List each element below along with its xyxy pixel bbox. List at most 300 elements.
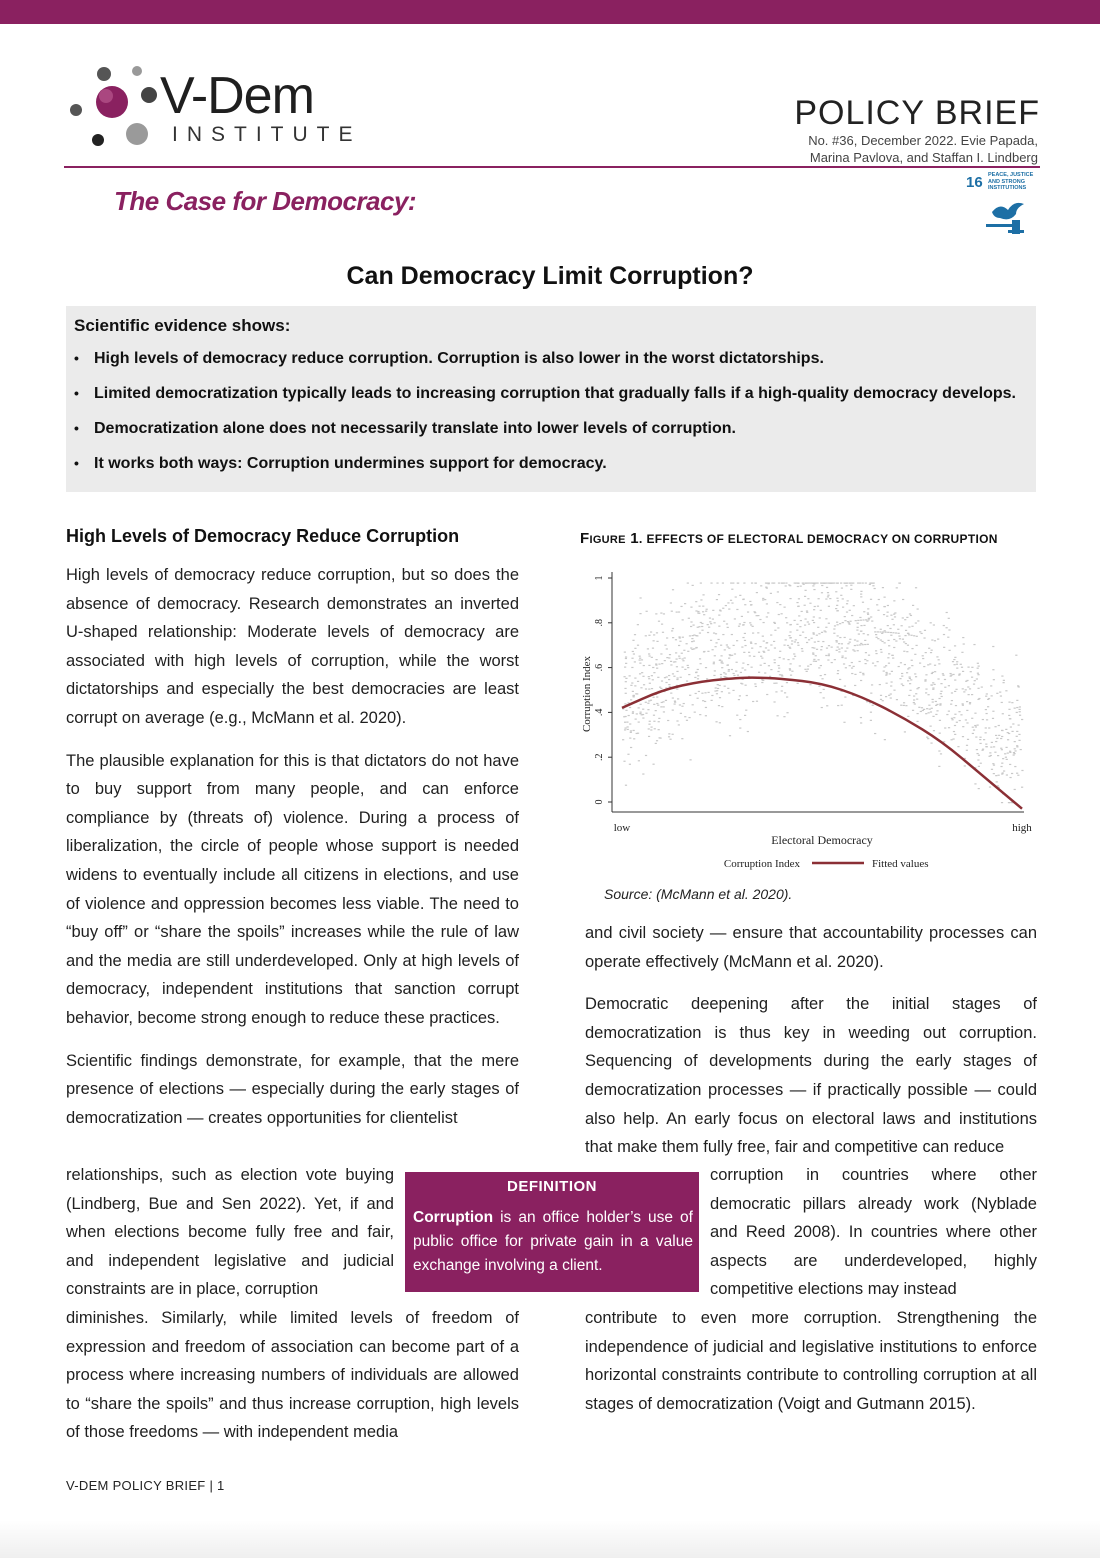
- scatter-point: [834, 625, 836, 626]
- scatter-point: [699, 658, 701, 659]
- scatter-point: [656, 668, 658, 669]
- scatter-point: [674, 703, 676, 704]
- y-tick-label: 0: [594, 799, 605, 805]
- scatter-point: [951, 700, 953, 701]
- scatter-point: [874, 631, 876, 632]
- scatter-point: [824, 674, 826, 675]
- scatter-point: [982, 749, 984, 750]
- scatter-point: [937, 678, 939, 679]
- scatter-point: [717, 688, 719, 689]
- scatter-point: [630, 730, 632, 731]
- scatter-point: [819, 617, 821, 618]
- scatter-point: [762, 599, 764, 600]
- scatter-point: [730, 582, 732, 583]
- scatter-point: [823, 689, 825, 690]
- scatter-point: [971, 694, 973, 695]
- scatter-point: [944, 687, 946, 688]
- scatter-point: [814, 582, 816, 583]
- scatter-point: [624, 688, 626, 689]
- scatter-point: [1016, 707, 1018, 708]
- scatter-point: [724, 686, 726, 687]
- definition-box: [405, 1172, 699, 1292]
- scatter-point: [950, 739, 952, 740]
- scatter-point: [771, 582, 773, 583]
- scatter-point: [1014, 750, 1016, 751]
- scatter-point: [670, 693, 672, 694]
- scatter-point: [918, 707, 920, 708]
- scatter-point: [845, 585, 847, 586]
- scatter-point: [1016, 745, 1018, 746]
- scatter-point: [923, 637, 925, 638]
- scatter-point: [820, 610, 822, 611]
- scatter-point: [863, 611, 865, 612]
- scatter-point: [718, 705, 720, 706]
- scatter-point: [808, 624, 810, 625]
- scatter-point: [766, 603, 768, 604]
- scatter-point: [678, 724, 680, 725]
- scatter-point: [632, 711, 634, 712]
- scatter-point: [763, 622, 765, 623]
- scatter-point: [656, 740, 658, 741]
- scatter-point: [837, 705, 839, 706]
- scatter-point: [927, 738, 929, 739]
- scatter-point: [1004, 753, 1006, 754]
- scatter-point: [952, 674, 954, 675]
- scatter-point: [755, 582, 757, 583]
- scatter-point: [859, 617, 861, 618]
- scatter-point: [993, 765, 995, 766]
- scatter-point: [841, 657, 843, 658]
- scatter-point: [777, 591, 779, 592]
- scatter-point: [836, 610, 838, 611]
- scatter-point: [717, 639, 719, 640]
- scatter-point: [846, 603, 848, 604]
- scatter-point: [873, 582, 875, 583]
- scatter-point: [857, 620, 859, 621]
- scatter-point: [720, 610, 722, 611]
- scatter-point: [787, 659, 789, 660]
- scatter-point: [987, 699, 989, 700]
- scatter-point: [827, 592, 829, 593]
- scatter-point: [892, 657, 894, 658]
- scatter-point: [1009, 764, 1011, 765]
- scatter-point: [715, 633, 717, 634]
- paragraph: contribute to even more corruption. Strengthening the independence of judicial and legislative institutions to enforce horizontal constraints contribute to controlling corruption at all stages of democratization (Voigt and Gutmann 2015).: [585, 1309, 1037, 1413]
- scatter-point: [727, 627, 729, 628]
- scatter-point: [1019, 706, 1021, 707]
- scatter-point: [867, 614, 869, 615]
- y-axis-ticks: [594, 576, 612, 805]
- scatter-point: [833, 633, 835, 634]
- scatter-point: [885, 672, 887, 673]
- scatter-point: [775, 683, 777, 684]
- scatter-point: [719, 660, 721, 661]
- scatter-point: [668, 657, 670, 658]
- scatter-point: [653, 634, 655, 635]
- y-axis-label: Corruption Index: [581, 655, 593, 733]
- scatter-point: [977, 663, 979, 664]
- scatter-point: [944, 727, 946, 728]
- scatter-point: [885, 632, 887, 633]
- scatter-point: [820, 665, 822, 666]
- scatter-point: [770, 644, 772, 645]
- scatter-point: [901, 683, 903, 684]
- scatter-point: [671, 630, 673, 631]
- scatter-point: [988, 756, 990, 757]
- scatter-point: [648, 635, 650, 636]
- scatter-point: [695, 610, 697, 611]
- scatter-point: [820, 649, 822, 650]
- scatter-point: [653, 715, 655, 716]
- scatter-point: [901, 625, 903, 626]
- scatter-point: [709, 617, 711, 618]
- scatter-point: [653, 672, 655, 673]
- scatter-point: [778, 665, 780, 666]
- scatter-point: [656, 632, 658, 633]
- scatter-point: [856, 645, 858, 646]
- scatter-point: [820, 692, 822, 693]
- scatter-point: [1016, 736, 1018, 737]
- scatter-point: [665, 682, 667, 683]
- scatter-point: [879, 684, 881, 685]
- scatter-point: [827, 659, 829, 660]
- scatter-point: [1013, 753, 1015, 754]
- scatter-point: [688, 717, 690, 718]
- scatter-point: [946, 627, 948, 628]
- scatter-point: [922, 655, 924, 656]
- scatter-point: [818, 667, 820, 668]
- scatter-point: [848, 622, 850, 623]
- scatter-point: [697, 611, 699, 612]
- scatter-point: [646, 611, 648, 612]
- paragraph: Democratic deepening after the initial stages of democratization is thus key in weeding out corruption. Sequencing of developments during the early stages of democratization processes — if practically possible — could also help. An early focus on electoral laws and institutions that make them fully free, fair and competitive can reduce: [585, 995, 1037, 1157]
- scatter-point: [891, 671, 893, 672]
- scatter-point: [1014, 766, 1016, 767]
- scatter-point: [744, 640, 746, 641]
- scatter-point: [625, 693, 627, 694]
- scatter-point: [922, 658, 924, 659]
- scatter-point: [837, 673, 839, 674]
- scatter-point: [632, 695, 634, 696]
- scatter-point: [1005, 757, 1007, 758]
- scatter-point: [850, 589, 852, 590]
- scatter-point: [627, 726, 629, 727]
- scatter-point: [810, 664, 812, 665]
- scatter-point: [948, 711, 950, 712]
- scatter-point: [961, 652, 963, 653]
- scatter-point: [774, 630, 776, 631]
- scatter-point: [839, 637, 841, 638]
- scatter-point: [823, 582, 825, 583]
- scatter-point: [762, 636, 764, 637]
- scatter-point: [651, 675, 653, 676]
- scatter-point: [693, 640, 695, 641]
- scatter-point: [975, 726, 977, 727]
- scatter-point: [930, 652, 932, 653]
- scatter-point: [816, 635, 818, 636]
- scatter-point: [773, 622, 775, 623]
- scatter-point: [743, 582, 745, 583]
- scatter-point: [695, 672, 697, 673]
- scatter-point: [1006, 774, 1008, 775]
- scatter-point: [813, 622, 815, 623]
- fitted-values-line: [622, 678, 1022, 809]
- scatter-point: [942, 673, 944, 674]
- scatter-point: [769, 676, 771, 677]
- scatter-point: [659, 737, 661, 738]
- scatter-point: [728, 671, 730, 672]
- scatter-point: [702, 594, 704, 595]
- scatter-point: [625, 716, 627, 717]
- scatter-point: [643, 684, 645, 685]
- scatter-point: [753, 656, 755, 657]
- scatter-point: [994, 726, 996, 727]
- scatter-point: [836, 598, 838, 599]
- scatter-point: [991, 769, 993, 770]
- scatter-point: [813, 659, 815, 660]
- scatter-point: [808, 639, 810, 640]
- scatter-point: [962, 736, 964, 737]
- scatter-point: [827, 582, 829, 583]
- scatter-point: [995, 735, 997, 736]
- scatter-point: [887, 657, 889, 658]
- scatter-point: [721, 661, 723, 662]
- scatter-point: [716, 582, 718, 583]
- scatter-point: [642, 717, 644, 718]
- scatter-point: [884, 630, 886, 631]
- scatter-point: [948, 685, 950, 686]
- scatter-point: [662, 701, 664, 702]
- scatter-point: [854, 685, 856, 686]
- scatter-point: [952, 738, 954, 739]
- scatter-point: [866, 660, 868, 661]
- scatter-point: [936, 710, 938, 711]
- scatter-point: [720, 677, 722, 678]
- scatter-point: [931, 650, 933, 651]
- scatter-point: [749, 655, 751, 656]
- scatter-point: [790, 675, 792, 676]
- scatter-point: [752, 626, 754, 627]
- scatter-point: [731, 589, 733, 590]
- scatter-point: [1009, 777, 1011, 778]
- scatter-point: [764, 672, 766, 673]
- scatter-point: [779, 657, 781, 658]
- scatter-point: [681, 738, 683, 739]
- scatter-point: [962, 703, 964, 704]
- scatter-point: [1001, 736, 1003, 737]
- scatter-point: [648, 676, 650, 677]
- scatter-point: [679, 658, 681, 659]
- scatter-point: [922, 710, 924, 711]
- scatter-point: [864, 640, 866, 641]
- scatter-point: [705, 667, 707, 668]
- paragraph: and civil society — ensure that accountability processes can operate effectively (McMann et al. 2020).: [585, 924, 1037, 971]
- scatter-point: [764, 599, 766, 600]
- scatter-point: [856, 640, 858, 641]
- scatter-point: [674, 700, 676, 701]
- scatter-point: [636, 713, 638, 714]
- scatter-point: [915, 622, 917, 623]
- scatter-point: [798, 615, 800, 616]
- scatter-point: [831, 647, 833, 648]
- scatter-point: [633, 653, 635, 654]
- scatter-point: [887, 625, 889, 626]
- scatter-point: [938, 750, 940, 751]
- scatter-point: [642, 773, 644, 774]
- scatter-point: [826, 587, 828, 588]
- scatter-point: [851, 667, 853, 668]
- scatter-point: [851, 673, 853, 674]
- scatter-point: [688, 674, 690, 675]
- scatter-point: [634, 648, 636, 649]
- scatter-point: [660, 653, 662, 654]
- scatter-point: [813, 589, 815, 590]
- scatter-point: [978, 755, 980, 756]
- scatter-point: [700, 622, 702, 623]
- scatter-point: [883, 670, 885, 671]
- scatter-point: [871, 684, 873, 685]
- scatter-point: [749, 622, 751, 623]
- scatter-point: [623, 676, 625, 677]
- scatter-point: [789, 631, 791, 632]
- scatter-point: [904, 635, 906, 636]
- scatter-point: [974, 713, 976, 714]
- scatter-point: [713, 622, 715, 623]
- scatter-point: [962, 705, 964, 706]
- dove-gavel-icon: [984, 196, 1034, 236]
- scatter-point: [909, 676, 911, 677]
- scatter-point: [992, 763, 994, 764]
- scatter-point: [722, 582, 724, 583]
- scatter-point: [957, 746, 959, 747]
- scatter-point: [765, 582, 767, 583]
- scatter-point: [912, 605, 914, 606]
- scatter-point: [639, 597, 641, 598]
- scatter-point: [956, 722, 958, 723]
- scatter-point: [971, 677, 973, 678]
- scatter-point: [969, 702, 971, 703]
- scatter-point: [738, 699, 740, 700]
- scatter-point: [948, 618, 950, 619]
- scatter-point: [744, 604, 746, 605]
- scatter-point: [678, 656, 680, 657]
- scatter-point: [775, 691, 777, 692]
- scatter-point: [932, 701, 934, 702]
- scatter-point: [909, 678, 911, 679]
- scatter-point: [750, 604, 752, 605]
- scatter-point: [645, 713, 647, 714]
- scatter-point: [687, 667, 689, 668]
- scatter-point: [697, 669, 699, 670]
- scatter-point: [985, 696, 987, 697]
- scatter-point: [681, 653, 683, 654]
- scatter-point: [635, 719, 637, 720]
- scatter-point: [650, 631, 652, 632]
- scatter-point: [1002, 713, 1004, 714]
- scatter-point: [938, 766, 940, 767]
- scatter-point: [658, 664, 660, 665]
- scatter-point: [817, 606, 819, 607]
- scatter-point: [974, 680, 976, 681]
- scatter-point: [789, 637, 791, 638]
- scatter-point: [776, 715, 778, 716]
- scatter-point: [796, 602, 798, 603]
- scatter-point: [683, 650, 685, 651]
- scatter-point: [883, 606, 885, 607]
- scatter-point: [805, 637, 807, 638]
- scatter-point: [648, 678, 650, 679]
- scatter-point: [888, 663, 890, 664]
- scatter-point: [663, 706, 665, 707]
- scatter-point: [849, 642, 851, 643]
- scatter-point: [729, 735, 731, 736]
- scatter-point: [760, 656, 762, 657]
- scatter-point: [902, 639, 904, 640]
- scatter-point: [841, 587, 843, 588]
- scatter-point: [768, 665, 770, 666]
- scatter-point: [940, 691, 942, 692]
- scatter-point: [692, 704, 694, 705]
- scatter-point: [937, 639, 939, 640]
- scatter-point: [905, 705, 907, 706]
- scatter-point: [747, 664, 749, 665]
- scatter-point: [956, 661, 958, 662]
- scatter-point: [989, 752, 991, 753]
- scatter-point: [903, 641, 905, 642]
- scatter-point: [936, 704, 938, 705]
- scatter-point: [973, 644, 975, 645]
- scatter-point: [1018, 734, 1020, 735]
- scatter-point: [982, 719, 984, 720]
- scatter-point: [779, 604, 781, 605]
- scatter-point: [705, 707, 707, 708]
- scatter-point: [916, 688, 918, 689]
- scatter-point: [985, 709, 987, 710]
- scatter-point: [837, 646, 839, 647]
- scatter-point: [876, 604, 878, 605]
- y-tick-label: .2: [594, 753, 605, 761]
- scatter-point: [913, 699, 915, 700]
- scatter-point: [697, 698, 699, 699]
- scatter-point: [1020, 749, 1022, 750]
- scatter-point: [660, 706, 662, 707]
- scatter-point: [997, 755, 999, 756]
- scatter-point: [969, 688, 971, 689]
- scatter-point: [678, 645, 680, 646]
- scatter-point: [920, 711, 922, 712]
- scatter-point: [692, 585, 694, 586]
- scatter-point: [774, 647, 776, 648]
- scatter-point: [963, 691, 965, 692]
- scatter-point: [855, 620, 857, 621]
- scatter-point: [627, 754, 629, 755]
- scatter-point: [756, 615, 758, 616]
- figure-label: Figure 1: [580, 530, 639, 547]
- y-tick-label: .8: [594, 619, 605, 627]
- scatter-point: [739, 727, 741, 728]
- scatter-point: [633, 738, 635, 739]
- scatter-point: [717, 684, 719, 685]
- scatter-point: [927, 664, 929, 665]
- scatter-point: [826, 647, 828, 648]
- scatter-point: [925, 652, 927, 653]
- scatter-point: [991, 742, 993, 743]
- scatter-point: [999, 691, 1001, 692]
- scatter-point: [948, 650, 950, 651]
- scatter-point: [934, 665, 936, 666]
- scatter-point: [751, 648, 753, 649]
- scatter-point: [907, 645, 909, 646]
